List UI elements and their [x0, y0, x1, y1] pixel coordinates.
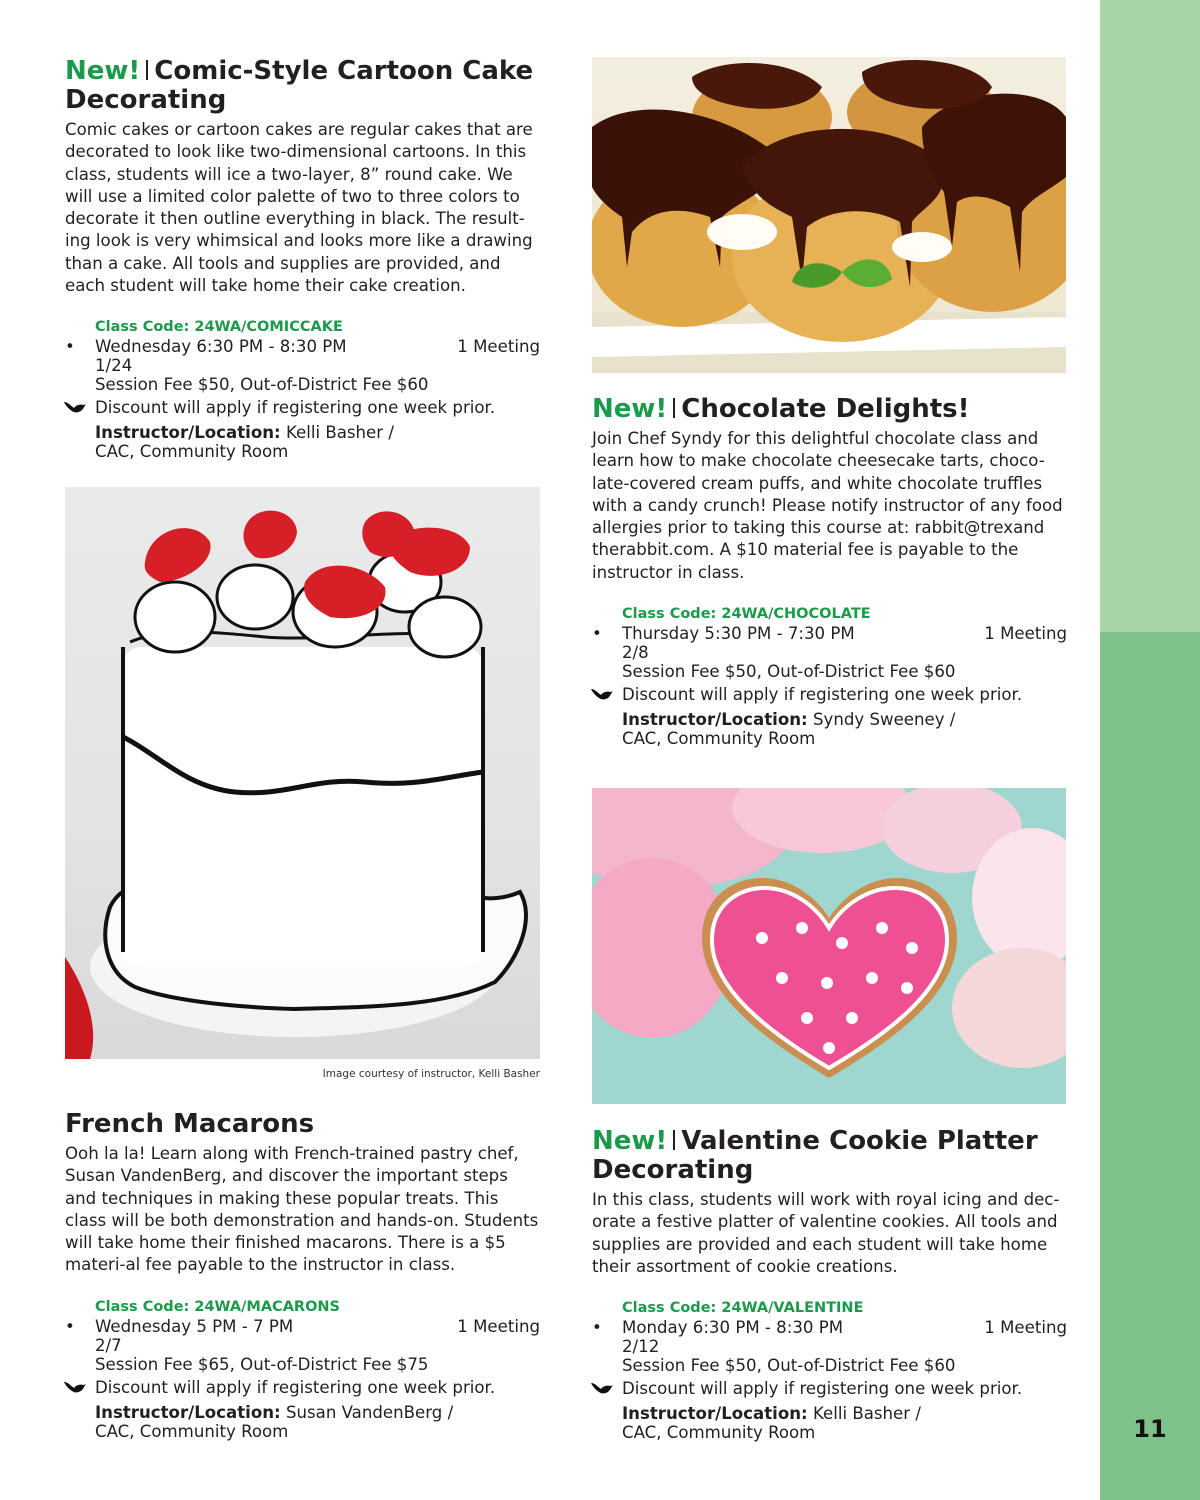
early-bird-icon	[590, 1380, 614, 1396]
meeting-count: 1 Meeting	[984, 1318, 1067, 1338]
cookies-illustration	[592, 788, 1066, 1104]
early-bird-icon	[63, 399, 87, 415]
schedule-row	[592, 624, 1067, 643]
instructor-name: Kelli Basher /	[812, 1404, 921, 1424]
schedule-time: Wednesday 5 PM - 7 PM	[95, 1316, 294, 1336]
cake-illustration	[65, 487, 540, 1059]
bullet-icon: •	[592, 624, 602, 644]
discount-note	[65, 1377, 540, 1399]
discount-text: Discount will apply if registering one week prior.	[622, 685, 1023, 705]
title-text: Chocolate Delights!	[681, 394, 970, 424]
session-fees: Session Fee $50, Out-of-District Fee $60	[95, 375, 429, 395]
schedule-time: Monday 6:30 PM - 8:30 PM	[622, 1318, 844, 1338]
sidebar-light-band	[1100, 0, 1200, 632]
instructor-location	[65, 1403, 540, 1441]
section-chocolate-delights	[592, 395, 1067, 748]
instructor-name: Syndy Sweeney /	[812, 710, 956, 730]
image-credit: Image courtesy of instructor, Kelli Basher	[322, 1068, 540, 1080]
instructor-location	[65, 423, 540, 461]
section-title: French Macarons	[65, 1109, 315, 1139]
new-label: New!	[592, 1126, 668, 1156]
section-comic-cake	[65, 57, 540, 461]
instructor-label: Instructor/Location:	[95, 423, 281, 443]
class-code: Class Code: 24WA/COMICCAKE	[95, 319, 343, 336]
early-bird-icon	[590, 686, 614, 702]
meeting-count: 1 Meeting	[457, 337, 540, 357]
meeting-count: 1 Meeting	[457, 1316, 540, 1336]
valentine-cookies-photo	[592, 788, 1066, 1104]
session-date: 2/8	[622, 643, 649, 663]
page-number: 11	[1133, 1415, 1167, 1443]
description: Ooh la la! Learn along with French-trained pastry chef, Susan VandenBerg, and discover the important steps and techniques in making these popular treats. This class will be both demonstration and hands-on. Students will take home their finished macarons. There is a $5 materi-al fee payable to the instructor in class.	[65, 1144, 539, 1275]
discount-text: Discount will apply if registering one week prior.	[95, 1377, 496, 1397]
instructor-label: Instructor/Location:	[622, 1404, 808, 1424]
cream-puffs-photo	[592, 57, 1066, 373]
discount-note	[592, 1378, 1067, 1400]
session-date: 2/12	[622, 1337, 660, 1357]
section-title	[592, 1127, 1067, 1185]
bullet-icon: •	[65, 337, 75, 357]
title-text: Valentine Cookie Platter Decorating	[592, 1126, 1038, 1185]
description: In this class, students will work with royal icing and dec-orate a festive platter of valentine cookies. All tools and supplies are provided and each student will take home their assortment of cookie creations.	[592, 1190, 1060, 1276]
session-fees: Session Fee $50, Out-of-District Fee $60	[622, 1356, 956, 1376]
session-date: 2/7	[95, 1335, 122, 1355]
instructor-name: Susan VandenBerg /	[285, 1402, 454, 1422]
bullet-icon: •	[592, 1318, 602, 1338]
description: Comic cakes or cartoon cakes are regular cakes that are decorated to look like two-dimensional cartoons. In this class, students will ice a two-layer, 8” round cake. We will use a limited color palette of two to three colors to decorate it then outline everything in black. The result-ing look is very whimsical and looks more like a drawing than a cake. All tools and supplies are provided, and each student will take home their cake creation.	[65, 120, 533, 296]
location: CAC, Community Room	[622, 729, 816, 749]
discount-text: Discount will apply if registering one week prior.	[622, 1379, 1023, 1399]
session-fees: Session Fee $65, Out-of-District Fee $75	[95, 1354, 429, 1374]
session-fees: Session Fee $50, Out-of-District Fee $60	[622, 662, 956, 682]
location: CAC, Community Room	[95, 1421, 289, 1441]
schedule-row	[592, 1318, 1067, 1337]
schedule-time: Thursday 5:30 PM - 7:30 PM	[622, 624, 855, 644]
bullet-icon: •	[65, 1316, 75, 1336]
meeting-count: 1 Meeting	[984, 624, 1067, 644]
instructor-name: Kelli Basher /	[285, 423, 394, 443]
class-code: Class Code: 24WA/CHOCOLATE	[622, 606, 871, 623]
section-french-macarons	[65, 1110, 540, 1441]
title-separator	[673, 398, 675, 418]
location: CAC, Community Room	[622, 1423, 816, 1443]
discount-text: Discount will apply if registering one week prior.	[95, 398, 496, 418]
instructor-location	[592, 710, 1067, 748]
schedule-row	[65, 1317, 540, 1336]
section-title	[65, 57, 540, 115]
class-code: Class Code: 24WA/VALENTINE	[622, 1300, 864, 1317]
instructor-label: Instructor/Location:	[622, 710, 808, 730]
section-valentine-cookie-platter	[592, 1127, 1067, 1442]
new-label: New!	[592, 394, 668, 424]
schedule-row	[65, 337, 540, 356]
schedule-time: Wednesday 6:30 PM - 8:30 PM	[95, 337, 347, 357]
description: Join Chef Syndy for this delightful chocolate class and learn how to make chocolate cheesecake tarts, choco-late-covered cream puffs, and white chocolate truffles with a candy crunch! Please notify instructor of any food allergies prior to taking this course at: rabbit@trexand therabbit.com. A $10 material fee is payable to the instructor in class.	[592, 429, 1063, 582]
class-code: Class Code: 24WA/MACARONS	[95, 1298, 340, 1315]
early-bird-icon	[63, 1379, 87, 1395]
cream-puffs-illustration	[592, 57, 1066, 373]
title-separator	[673, 1130, 675, 1150]
instructor-label: Instructor/Location:	[95, 1402, 281, 1422]
location: CAC, Community Room	[95, 442, 289, 462]
discount-note	[65, 397, 540, 419]
session-date: 1/24	[95, 356, 133, 376]
title-separator	[146, 60, 148, 80]
sidebar-dark-band	[1100, 632, 1200, 1500]
comic-cake-photo	[65, 487, 540, 1059]
instructor-location	[592, 1404, 1067, 1442]
title-text: Comic-Style Cartoon Cake Decorating	[65, 56, 534, 115]
section-title	[592, 395, 1067, 424]
new-label: New!	[65, 56, 141, 86]
discount-note	[592, 684, 1067, 706]
